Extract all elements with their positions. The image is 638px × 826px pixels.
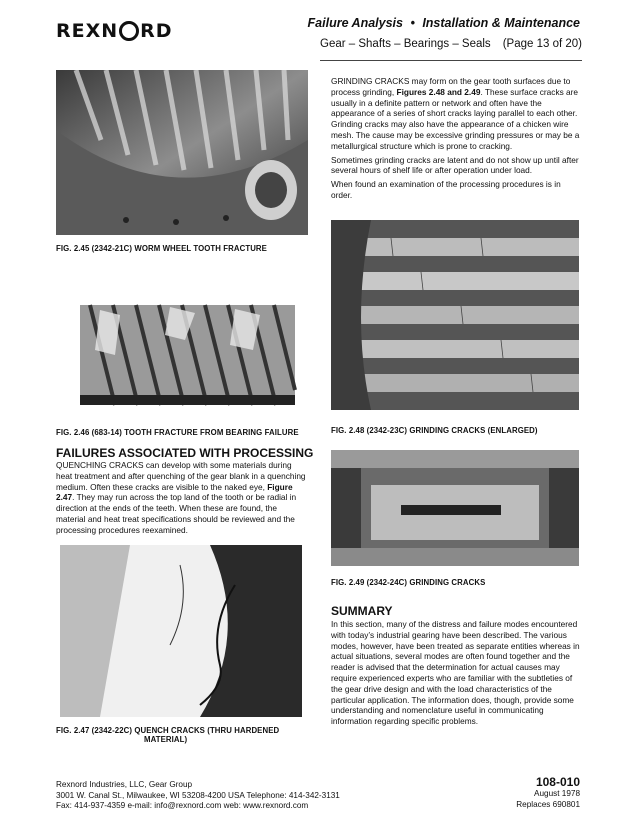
- photo-quench-cracks: [60, 545, 302, 717]
- grinding-p3: When found an examination of the processing procedures is in order.: [331, 179, 561, 200]
- header-bullet: •: [410, 16, 415, 30]
- logo-text-left: REXN: [56, 20, 119, 42]
- processing-text-a: QUENCHING CRACKS can develop with some materials during heat treatment and after quenching of the gear blank in a quenching medium. Often these cracks are visible to the naked eye,: [56, 460, 306, 492]
- processing-heading: FAILURES ASSOCIATED WITH PROCESSING: [56, 446, 314, 460]
- caption-fig-2-47-line2: MATERIAL): [144, 735, 188, 744]
- caption-fig-2-46: FIG. 2.46 (683-14) TOOTH FRACTURE FROM BEARING FAILURE: [56, 428, 299, 437]
- photo-worm-wheel: [56, 70, 308, 235]
- document-date: August 1978: [534, 789, 580, 798]
- photo-tooth-fracture: [75, 295, 300, 415]
- fractured-gear-image: [75, 295, 300, 415]
- footer-line-1: Rexnord Industries, LLC, Gear Group: [56, 780, 193, 789]
- quench-cracks-image: [60, 545, 302, 717]
- footer-doc-info: [516, 776, 580, 810]
- header-subtitle-row: [320, 38, 582, 50]
- logo-text-right: RD: [140, 20, 173, 42]
- header-subtitle: Gear – Shafts – Bearings – Seals: [320, 38, 491, 50]
- caption-fig-2-47-line1: FIG. 2.47 (2342-22C) QUENCH CRACKS (THRU HARDENED: [56, 726, 280, 735]
- caption-fig-2-49: FIG. 2.49 (2342-24C) GRINDING CRACKS: [331, 578, 486, 587]
- summary-heading: SUMMARY: [331, 604, 393, 618]
- grinding-p1-c: . These surface cracks are usually in a definite pattern or network and often have the appearance of a series of short cracks laying parallel to each other. Grinding cracks may also have the appearance of a chicken wire mesh. The cause may be excessive grinding pressures or may be a metallurgical structure which is prone to cracking.: [331, 86, 580, 151]
- document-replaces: Replaces 690801: [516, 799, 580, 809]
- processing-paragraph: [56, 460, 306, 536]
- footer-line-2: 3001 W. Canal St., Milwaukee, WI 53208-4200 USA Telephone: 414-342-3131: [56, 790, 340, 800]
- processing-text-c: . They may run across the top land of the tooth or be radial in direction at the ends of the teeth. When these are found, the material and heat treat specifications should be reviewed and the processing procedures reexamined.: [56, 492, 297, 535]
- header-title-right: Installation & Maintenance: [422, 16, 580, 30]
- caption-fig-2-48: FIG. 2.48 (2342-23C) GRINDING CRACKS (ENLARGED): [331, 426, 538, 435]
- figure-2-47-ref: Figure 2.47: [56, 481, 293, 503]
- header-divider: [320, 60, 582, 61]
- logo-o-ring-icon: [119, 21, 139, 41]
- grinding-cracks-enlarged-image: [331, 220, 579, 410]
- worm-wheel-image: [56, 70, 308, 235]
- footer-line-3: Fax: 414-937-4359 e-mail: info@rexnord.com web: www.rexnord.com: [56, 801, 309, 810]
- grinding-p2: Sometimes grinding cracks are latent and do not show up until after several hours of shelf life or after operation under load.: [331, 154, 579, 176]
- caption-fig-2-45: FIG. 2.45 (2342-21C) WORM WHEEL TOOTH FRACTURE: [56, 244, 267, 253]
- footer-company: [56, 780, 416, 812]
- caption-fig-2-47: [56, 726, 318, 744]
- grinding-cracks-image: [331, 450, 579, 566]
- photo-grinding-cracks: [331, 450, 579, 566]
- summary-paragraph: In this section, many of the distress and failure modes encountered with today’s industrial gearing have been described. The various modes, however, have been treated as separate entities whereas in actual situations, several modes are often found together and the reader is advised that the determination for actual causes may require experienced experts who are familiar with the subtleties of the gear drive design and with the load characteristics of the particular application. The information does, though, provide some understanding and nomenclature useful in communicating information regarding specific problems.: [331, 619, 580, 727]
- grinding-cracks-text: [331, 76, 583, 201]
- document-number: 108-010: [535, 775, 580, 789]
- rexnord-logo: [56, 20, 173, 42]
- page-number: (Page 13 of 20): [502, 38, 582, 50]
- header-title-left: Failure Analysis: [307, 16, 403, 30]
- header-title: [308, 16, 580, 30]
- photo-grinding-cracks-enlarged: [331, 220, 579, 410]
- figures-2-48-2-49-ref: Figures 2.48 and 2.49: [396, 86, 481, 97]
- grinding-p1-a: GRINDING CRACKS may form on the gear tooth surfaces due to process grinding,: [331, 76, 571, 97]
- grinding-p1: [331, 76, 583, 152]
